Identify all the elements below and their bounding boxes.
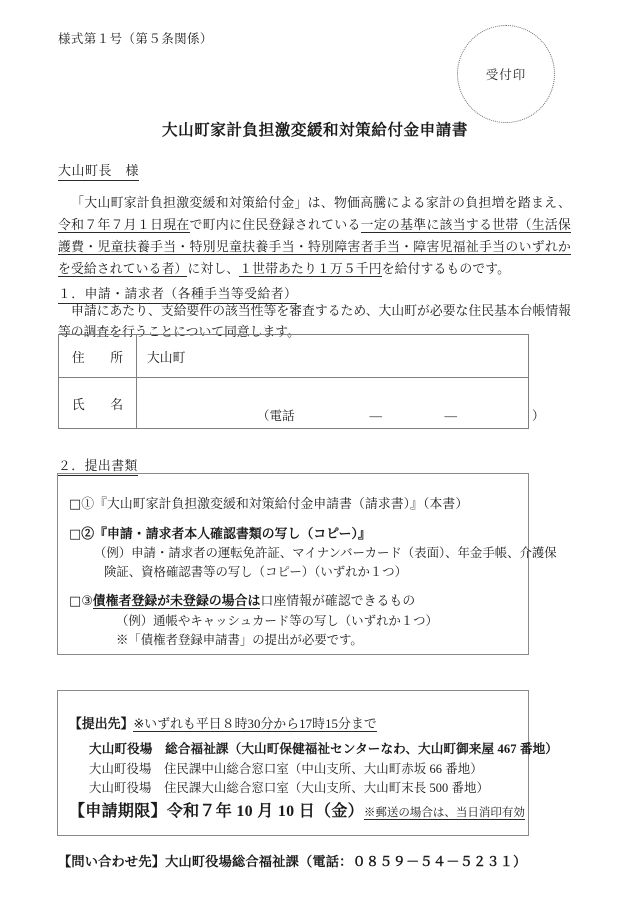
- deadline-label: 【申請期限】: [69, 803, 167, 820]
- document-item-3-text: 口座情報が確認できるもの: [260, 594, 416, 608]
- document-item-1-number: ①: [81, 497, 95, 511]
- deadline-value: 令和７年 10 月 10 日（金）: [166, 803, 364, 820]
- body-tail: を給付するものです。: [381, 262, 511, 276]
- document-item-3-note: ※「債権者登録申請書」の提出が必要です。: [116, 633, 363, 647]
- document-item-1: [69, 495, 468, 514]
- phone-field[interactable]: （電話 — — ）: [257, 409, 545, 423]
- checkbox-1-icon[interactable]: □: [69, 497, 82, 512]
- body-mid-1: で町内に住民登録されている: [189, 218, 361, 232]
- section1-heading: １．申請・請求者（各種手当等受給者）: [58, 283, 297, 304]
- submission-box: [57, 690, 558, 836]
- deadline-note: ※郵送の場合は、当日消印有効: [363, 807, 525, 819]
- document-item-1-text: 『大山町家計負担激変緩和対策給付金申請書（請求書）』（本書）: [94, 497, 469, 511]
- document-item-2: [69, 525, 371, 544]
- form-number: 様式第１号（第５条関係）: [58, 32, 213, 46]
- submission-office-2: 大山町役場 住民課中山総合窓口室（中山支所、大山町赤坂 66 番地）: [89, 762, 483, 776]
- address-value: 大山町: [147, 350, 186, 365]
- submission-office-3: 大山町役場 住民課大山総合窓口室（大山支所、大山町末長 500 番地）: [89, 781, 489, 795]
- receipt-stamp-circle: [457, 25, 555, 123]
- body-underline-2: 一定の基準に該当する世帯（生活保護費・児童扶養手当・特別児童扶養手当・特別障害者手当・障害児福祉手当のいずれかを受給されている者）: [58, 218, 572, 276]
- consent-text: 申請にあたり、支給要件の該当性等を審査するため、大山町が必要な住民基本台帳情報等の調査を行うことについて同意します。: [58, 304, 571, 339]
- submission-deadline: [69, 798, 525, 821]
- body-paragraph: [58, 192, 571, 280]
- table-row: [59, 335, 529, 378]
- document-item-2-example-line-1: （例）申請・請求者の運転免許証、マイナンバーカード（表面）、年金手帳、介護保: [94, 546, 557, 560]
- document-item-3-emphasis: 債権者登録が未登録の場合は: [92, 594, 261, 608]
- name-label: 氏 名: [59, 378, 137, 429]
- name-value-cell[interactable]: [137, 378, 545, 429]
- body-mid-2: に対し、: [187, 262, 240, 276]
- checkbox-3-icon[interactable]: □: [69, 594, 82, 609]
- body-lead-in: 「大山町家計負担激変緩和対策給付金」は、物価高騰による家計の負担増を踏まえ、: [71, 196, 571, 210]
- document-item-3-number: ③: [81, 594, 93, 608]
- body-underline-1: 令和７年７月１日現在: [58, 218, 190, 232]
- section2-heading: ２．提出書類: [58, 455, 138, 476]
- document-item-3: [69, 592, 415, 611]
- documents-box: [57, 473, 557, 655]
- checkbox-2-icon[interactable]: □: [69, 527, 82, 542]
- applicant-table: [58, 334, 545, 429]
- submission-destination-label: 【提出先】: [69, 717, 134, 731]
- document-item-3-example-line-1: （例）通帳やキャッシュカード等の写し（いずれか１つ）: [116, 614, 438, 628]
- body-underline-3: １世帯あたり１万５千円: [239, 262, 382, 276]
- receipt-stamp-label: 受付印: [485, 68, 527, 82]
- table-row: [59, 378, 529, 429]
- submission-hours-note: ※いずれも平日８時30分から17時15分まで: [133, 717, 377, 731]
- page-title: 大山町家計負担激変緩和対策給付金申請書: [162, 122, 468, 139]
- submission-office-1: 大山町役場 総合福祉課（大山町保健福祉センターなわ、大山町御来屋 467 番地）: [89, 742, 558, 756]
- address-label: 住 所: [59, 335, 137, 378]
- submission-destination-heading: [69, 713, 377, 732]
- address-value-cell[interactable]: [137, 335, 529, 378]
- document-item-2-number: ②: [81, 527, 95, 541]
- document-item-2-text: 『申請・請求者本人確認書類の写し（コピー）』: [94, 527, 371, 541]
- addressee: 大山町長 様: [58, 160, 139, 181]
- footer-contact: 【問い合わせ先】大山町役場総合福祉課（電話：０８５９－５４－５２３１）: [58, 854, 527, 869]
- document-item-2-example-line-2: 険証、資格確認書等の写し（コピー）（いずれか１つ）: [104, 565, 408, 579]
